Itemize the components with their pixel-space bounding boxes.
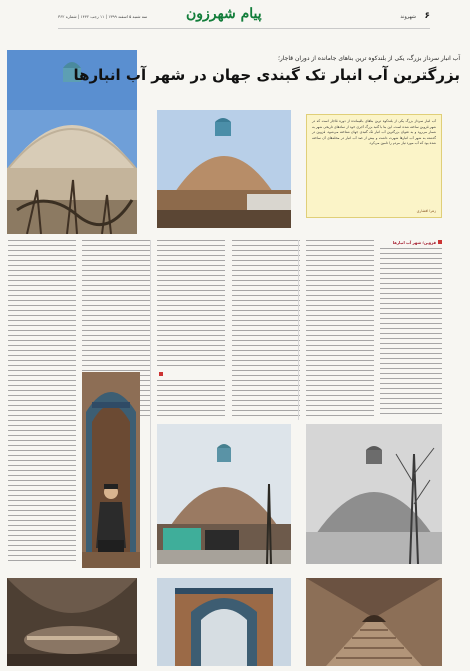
- newspaper-logo: پیام شهرزون: [186, 6, 262, 22]
- text-column-4: [157, 240, 225, 370]
- portal-photo: [157, 578, 291, 666]
- stairway-photo: [306, 578, 442, 666]
- article-headline: بزرگترین آب انبار تک گبندی جهان در شهر آب انبارها: [73, 66, 460, 84]
- dome-photo-street: [157, 424, 291, 564]
- lead-signature: زهرا افشاری: [416, 209, 436, 213]
- column-subhead: [157, 372, 163, 377]
- column-divider: [298, 240, 299, 420]
- lead-box: [306, 114, 442, 218]
- article-kicker: آب انبار سرداز بزرگ، یکی از بلندکوه ترین بناهای جامانده از دوران قاجار؛: [278, 55, 460, 62]
- dome-photo-bw: [306, 424, 442, 564]
- text-column-3: [232, 240, 300, 416]
- page-header: [58, 6, 430, 26]
- bullet-icon: [438, 240, 442, 244]
- section-subhead: قزوین؛ شهر آب انبارها: [393, 240, 442, 245]
- header-divider: [58, 28, 430, 29]
- section-name: شهروند: [400, 14, 416, 20]
- issue-info: سه شنبه ۵ اسفند ۱۳۹۹ | ۱۱ رجب ۱۴۴۲ | شماره ۳۶۲: [58, 14, 148, 19]
- portrait-photo: [82, 372, 140, 568]
- text-column-4b: [157, 380, 225, 416]
- lead-text: آب انبار سرداز بزرگ یکی از بلندکوه ترین بناهای باقیمانده از دوره قاجار است که در شهر قزوین ساخته شده است. این بنا با گنبد بزرگ آجری خود از نمادهای تاریخی شهر به شمار می‌رود و به عنوان بزرگترین آب انبار تک گنبدی جهان شناخته می‌شود. قزوین در گذشته به شهر آب انبارها شهرت داشت و بیش از صد آب انبار در محله‌های آن ساخته شده بود که آب مورد نیاز مردم را تامین می‌کرد.: [312, 119, 436, 146]
- dome-photo-center: [157, 110, 291, 228]
- text-column-6: [8, 240, 76, 564]
- text-column-2: [306, 240, 374, 416]
- text-column-1: [380, 248, 442, 416]
- column-divider: [150, 240, 151, 568]
- page-number: ۶: [424, 11, 430, 21]
- cistern-interior-photo: [7, 578, 137, 666]
- bullet-icon: [159, 372, 163, 376]
